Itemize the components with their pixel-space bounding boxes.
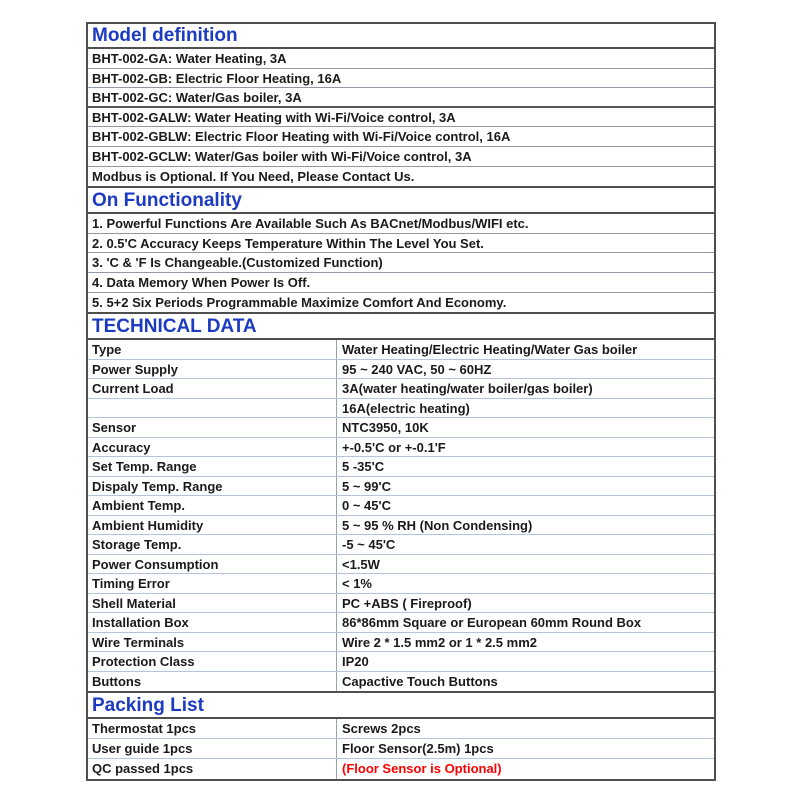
spec-value: 16A(electric heating) — [342, 400, 470, 416]
spec-row — [88, 535, 714, 555]
spec-label: Shell Material — [88, 594, 337, 613]
spec-row — [88, 360, 714, 380]
spec-row — [88, 594, 714, 614]
spec-label: Timing Error — [88, 574, 337, 593]
spec-value: PC +ABS ( Fireproof) — [342, 595, 472, 611]
spec-row — [88, 438, 714, 458]
section-title: TECHNICAL DATA — [92, 316, 257, 338]
spec-label: Ambient Temp. — [88, 496, 337, 515]
spec-value: Wire 2 * 1.5 mm2 or 1 * 2.5 mm2 — [342, 634, 537, 650]
spec-row — [88, 418, 714, 438]
spec-label: Dispaly Temp. Range — [88, 477, 337, 496]
spec-label: Type — [88, 340, 337, 359]
product-spec-sheet — [86, 22, 716, 781]
spec-label: Installation Box — [88, 613, 337, 632]
model-definition-row: BHT-002-GA: Water Heating, 3A — [88, 49, 714, 69]
packing-row — [88, 759, 714, 779]
model-definition-row: BHT-002-GB: Electric Floor Heating, 16A — [88, 69, 714, 89]
spec-label: Power Consumption — [88, 555, 337, 574]
spec-row — [88, 613, 714, 633]
spec-value: 5 ~ 95 % RH (Non Condensing) — [342, 517, 533, 533]
functionality-item: 4. Data Memory When Power Is Off. — [88, 273, 714, 293]
functionality-item: 2. 0.5'C Accuracy Keeps Temperature Within The Level You Set. — [88, 234, 714, 254]
spec-value: -5 ~ 45'C — [342, 537, 396, 553]
spec-row — [88, 477, 714, 497]
packing-row — [88, 719, 714, 739]
spec-row — [88, 496, 714, 516]
spec-label: Wire Terminals — [88, 633, 337, 652]
functionality-item: 5. 5+2 Six Periods Programmable Maximize Comfort And Economy. — [92, 294, 507, 310]
spec-value: 3A(water heating/water boiler/gas boiler) — [342, 381, 593, 397]
spec-row — [88, 399, 714, 419]
spec-value: 95 ~ 240 VAC, 50 ~ 60HZ — [342, 361, 492, 377]
spec-label: Power Supply — [88, 360, 337, 379]
spec-row — [88, 574, 714, 594]
packing-item-right: Screws 2pcs — [342, 721, 421, 737]
spec-row — [88, 652, 714, 672]
spec-value: 5 ~ 99'C — [342, 478, 391, 494]
spec-row — [88, 457, 714, 477]
spec-row — [88, 672, 714, 692]
spec-value: NTC3950, 10K — [342, 420, 429, 436]
packing-item-left: User guide 1pcs — [88, 739, 337, 758]
spec-label: Buttons — [88, 672, 337, 692]
spec-row — [88, 516, 714, 536]
section-title: On Functionality — [92, 190, 242, 212]
spec-label: Sensor — [88, 418, 337, 437]
packing-item-right: Floor Sensor(2.5m) 1pcs — [342, 741, 494, 757]
spec-value: Capactive Touch Buttons — [342, 673, 498, 689]
spec-row — [88, 379, 714, 399]
spec-value: Water Heating/Electric Heating/Water Gas boiler — [342, 342, 638, 358]
model-definition-row: BHT-002-GCLW: Water/Gas boiler with Wi-Fi/Voice control, 3A — [88, 147, 714, 167]
section-header-model-definition — [88, 24, 714, 49]
packing-row — [88, 739, 714, 759]
spec-value: 86*86mm Square or European 60mm Round Box — [342, 615, 642, 631]
section-title: Packing List — [92, 695, 204, 717]
spec-value: 5 -35'C — [342, 459, 385, 475]
spec-row — [88, 340, 714, 360]
spec-row — [88, 555, 714, 575]
spec-label: Protection Class — [88, 652, 337, 671]
spec-label: Accuracy — [88, 438, 337, 457]
spec-row — [88, 633, 714, 653]
spec-value: < 1% — [342, 576, 372, 592]
section-header-packing-list — [88, 691, 714, 719]
packing-item-left: Thermostat 1pcs — [88, 719, 337, 738]
spec-label: Storage Temp. — [88, 535, 337, 554]
model-definition-row: BHT-002-GBLW: Electric Floor Heating with Wi-Fi/Voice control, 16A — [88, 127, 714, 147]
modbus-note-row: Modbus is Optional. If You Need, Please Contact Us. — [92, 168, 415, 184]
spec-value: <1.5W — [342, 556, 380, 572]
section-header-technical-data — [88, 312, 714, 340]
spec-label — [88, 399, 337, 418]
section-header-on-functionality — [88, 186, 714, 214]
functionality-item: 1. Powerful Functions Are Available Such As BACnet/Modbus/WIFI etc. — [88, 214, 714, 234]
model-definition-row: BHT-002-GALW: Water Heating with Wi-Fi/Voice control, 3A — [88, 108, 714, 128]
functionality-item: 3. 'C & 'F Is Changeable.(Customized Function) — [88, 253, 714, 273]
spec-label: Ambient Humidity — [88, 516, 337, 535]
spec-value: IP20 — [342, 654, 369, 670]
section-title: Model definition — [92, 25, 238, 46]
packing-item-left: QC passed 1pcs — [88, 759, 337, 779]
model-definition-row: BHT-002-GC: Water/Gas boiler, 3A — [88, 88, 714, 108]
spec-label: Set Temp. Range — [88, 457, 337, 476]
packing-optional-note: (Floor Sensor is Optional) — [342, 761, 502, 777]
spec-value: 0 ~ 45'C — [342, 498, 391, 514]
spec-label: Current Load — [88, 379, 337, 398]
spec-value: +-0.5'C or +-0.1'F — [342, 439, 446, 455]
